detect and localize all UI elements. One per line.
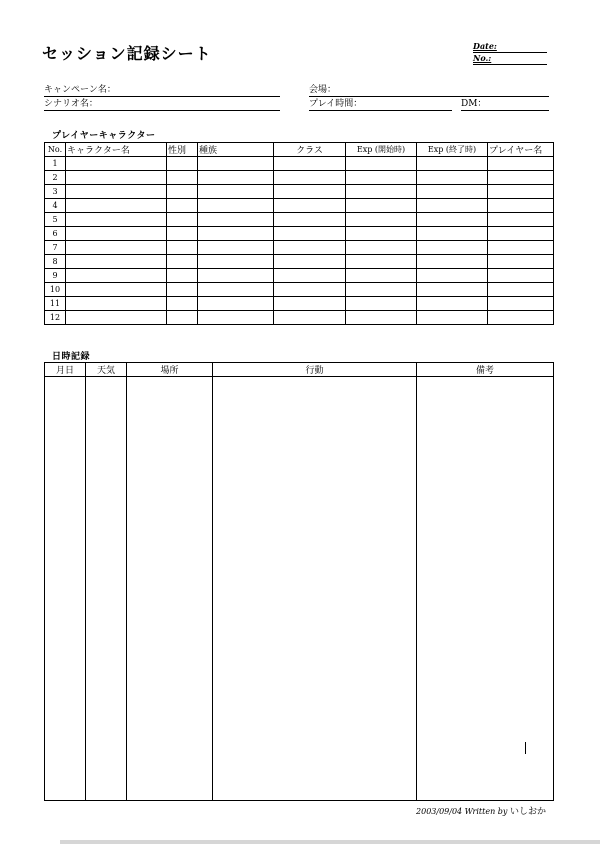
pc-header-name: キャラクター名: [66, 143, 167, 157]
footer-credit-text: 2003/09/04 Written by: [416, 807, 508, 816]
pc-row: [45, 185, 554, 199]
log-cell-date[interactable]: [45, 377, 86, 801]
pc-cell-player[interactable]: [488, 241, 554, 255]
pc-row-number: 10: [45, 283, 66, 297]
pc-cell-race[interactable]: [198, 213, 274, 227]
pc-cell-name[interactable]: [66, 227, 167, 241]
pc-cell-class[interactable]: [274, 185, 346, 199]
date-field[interactable]: Date:: [473, 41, 547, 53]
pc-cell-race[interactable]: [198, 311, 274, 325]
pc-cell-class[interactable]: [274, 157, 346, 171]
pc-header-exp-start: Exp (開始時): [346, 143, 417, 157]
pc-cell-race[interactable]: [198, 269, 274, 283]
pc-cell-sex[interactable]: [167, 199, 198, 213]
pc-cell-exp-end[interactable]: [417, 269, 488, 283]
pc-cell-exp-end[interactable]: [417, 255, 488, 269]
pc-cell-exp-end[interactable]: [417, 157, 488, 171]
number-field[interactable]: No.:: [473, 53, 547, 65]
pc-cell-race[interactable]: [198, 185, 274, 199]
pc-cell-exp-start[interactable]: [346, 227, 417, 241]
pc-cell-exp-start[interactable]: [346, 269, 417, 283]
pc-row-number: 8: [45, 255, 66, 269]
pc-cell-exp-end[interactable]: [417, 283, 488, 297]
pc-cell-name[interactable]: [66, 311, 167, 325]
pc-cell-exp-end[interactable]: [417, 227, 488, 241]
pc-row-number: 4: [45, 199, 66, 213]
pc-row: [45, 269, 554, 283]
log-body-row: [45, 377, 554, 801]
log-header-notes: 備考: [417, 363, 554, 377]
pc-cell-name[interactable]: [66, 199, 167, 213]
log-header-place: 場所: [127, 363, 213, 377]
pc-cell-player[interactable]: [488, 311, 554, 325]
log-header-row: [45, 363, 554, 377]
pc-cell-class[interactable]: [274, 199, 346, 213]
campaign-label: キャンペーン名：: [44, 85, 116, 95]
pc-cell-race[interactable]: [198, 171, 274, 185]
pc-cell-race[interactable]: [198, 241, 274, 255]
pc-cell-exp-start[interactable]: [346, 297, 417, 311]
pc-cell-exp-end[interactable]: [417, 241, 488, 255]
pc-cell-exp-start[interactable]: [346, 311, 417, 325]
log-header-date: 月日: [45, 363, 86, 377]
pc-cell-sex[interactable]: [167, 269, 198, 283]
pc-cell-player[interactable]: [488, 227, 554, 241]
log-table: [44, 362, 554, 801]
pc-cell-sex[interactable]: [167, 311, 198, 325]
pc-row: [45, 227, 554, 241]
pc-cell-exp-end[interactable]: [417, 171, 488, 185]
playtime-field[interactable]: [309, 98, 452, 111]
pc-row: [45, 255, 554, 269]
pc-row-number: 12: [45, 311, 66, 325]
pc-cell-class[interactable]: [274, 171, 346, 185]
pc-row-number: 7: [45, 241, 66, 255]
pc-header-row: [45, 143, 554, 157]
pc-cell-player[interactable]: [488, 269, 554, 283]
pc-row: [45, 171, 554, 185]
venue-label: 会場：: [309, 85, 337, 95]
pc-cell-sex[interactable]: [167, 297, 198, 311]
pc-cell-player[interactable]: [488, 297, 554, 311]
pc-cell-exp-end[interactable]: [417, 311, 488, 325]
dm-field[interactable]: [461, 98, 549, 111]
pc-cell-exp-start[interactable]: [346, 199, 417, 213]
pc-cell-exp-start[interactable]: [346, 157, 417, 171]
pc-cell-name[interactable]: [66, 213, 167, 227]
pc-cell-name[interactable]: [66, 185, 167, 199]
pc-cell-class[interactable]: [274, 269, 346, 283]
log-cell-weather[interactable]: [86, 377, 127, 801]
pc-cell-exp-start[interactable]: [346, 283, 417, 297]
pc-header-sex: 性別: [167, 143, 198, 157]
pc-cell-name[interactable]: [66, 241, 167, 255]
pc-cell-race[interactable]: [198, 255, 274, 269]
pc-cell-sex[interactable]: [167, 213, 198, 227]
pc-cell-race[interactable]: [198, 297, 274, 311]
pc-row-number: 11: [45, 297, 66, 311]
pc-cell-exp-end[interactable]: [417, 213, 488, 227]
pc-cell-exp-start[interactable]: [346, 241, 417, 255]
pc-cell-race[interactable]: [198, 157, 274, 171]
pc-row-number: 1: [45, 157, 66, 171]
pc-cell-player[interactable]: [488, 213, 554, 227]
pc-cell-class[interactable]: [274, 213, 346, 227]
footer-author: いしおか: [509, 807, 546, 817]
pc-row-number: 9: [45, 269, 66, 283]
pc-cell-player[interactable]: [488, 255, 554, 269]
campaign-field[interactable]: [44, 84, 280, 97]
pc-cell-class[interactable]: [274, 297, 346, 311]
log-cell-place[interactable]: [127, 377, 213, 801]
pc-row: [45, 157, 554, 171]
pc-cell-race[interactable]: [198, 227, 274, 241]
horizontal-scrollbar[interactable]: [60, 840, 600, 844]
footer-credit: [416, 804, 546, 817]
pc-row: [45, 199, 554, 213]
scenario-field[interactable]: [44, 98, 280, 111]
pc-cell-class[interactable]: [274, 255, 346, 269]
log-cell-action[interactable]: [213, 377, 417, 801]
log-header-weather: 天気: [86, 363, 127, 377]
pc-cell-sex[interactable]: [167, 171, 198, 185]
pc-cell-race[interactable]: [198, 283, 274, 297]
pc-row-number: 3: [45, 185, 66, 199]
pc-cell-player[interactable]: [488, 283, 554, 297]
player-character-table: [44, 142, 554, 325]
pc-cell-class[interactable]: [274, 241, 346, 255]
log-section-label: 日時記録: [52, 352, 91, 362]
pc-cell-sex[interactable]: [167, 241, 198, 255]
pc-cell-sex[interactable]: [167, 283, 198, 297]
pc-cell-exp-end[interactable]: [417, 297, 488, 311]
pc-row-number: 2: [45, 171, 66, 185]
pc-cell-sex[interactable]: [167, 157, 198, 171]
pc-cell-name[interactable]: [66, 255, 167, 269]
pc-cell-exp-start[interactable]: [346, 213, 417, 227]
pc-cell-class[interactable]: [274, 227, 346, 241]
pc-row-number: 5: [45, 213, 66, 227]
text-cursor: [525, 742, 526, 754]
venue-field[interactable]: [309, 84, 549, 97]
pc-row-number: 6: [45, 227, 66, 241]
dm-label: DM：: [461, 99, 487, 109]
pc-cell-player[interactable]: [488, 185, 554, 199]
pc-header-player: プレイヤー名: [488, 143, 554, 157]
pc-cell-sex[interactable]: [167, 227, 198, 241]
pc-cell-player[interactable]: [488, 157, 554, 171]
pc-cell-name[interactable]: [66, 269, 167, 283]
pc-header-race: 種族: [198, 143, 274, 157]
pc-header-exp-end: Exp (終了時): [417, 143, 488, 157]
pc-section-label: プレイヤーキャラクター: [52, 131, 156, 141]
pc-cell-class[interactable]: [274, 283, 346, 297]
pc-cell-class[interactable]: [274, 311, 346, 325]
pc-cell-sex[interactable]: [167, 255, 198, 269]
pc-cell-exp-end[interactable]: [417, 185, 488, 199]
pc-row: [45, 213, 554, 227]
pc-header-class: クラス: [274, 143, 346, 157]
pc-cell-sex[interactable]: [167, 185, 198, 199]
pc-row: [45, 241, 554, 255]
pc-row: [45, 311, 554, 325]
pc-cell-player[interactable]: [488, 199, 554, 213]
playtime-label: プレイ時間：: [309, 99, 363, 109]
page-title: セッション記録シート: [42, 44, 212, 63]
pc-cell-player[interactable]: [488, 171, 554, 185]
pc-header-no: No.: [45, 143, 66, 157]
pc-cell-exp-end[interactable]: [417, 199, 488, 213]
log-cell-notes[interactable]: [417, 377, 554, 801]
date-number-box: [473, 41, 547, 65]
scenario-label: シナリオ名：: [44, 99, 98, 109]
pc-cell-name[interactable]: [66, 171, 167, 185]
pc-cell-exp-start[interactable]: [346, 185, 417, 199]
pc-cell-name[interactable]: [66, 157, 167, 171]
pc-row: [45, 297, 554, 311]
pc-row: [45, 283, 554, 297]
pc-cell-race[interactable]: [198, 199, 274, 213]
pc-cell-exp-start[interactable]: [346, 255, 417, 269]
pc-cell-exp-start[interactable]: [346, 171, 417, 185]
pc-cell-name[interactable]: [66, 283, 167, 297]
log-header-action: 行動: [213, 363, 417, 377]
pc-cell-name[interactable]: [66, 297, 167, 311]
